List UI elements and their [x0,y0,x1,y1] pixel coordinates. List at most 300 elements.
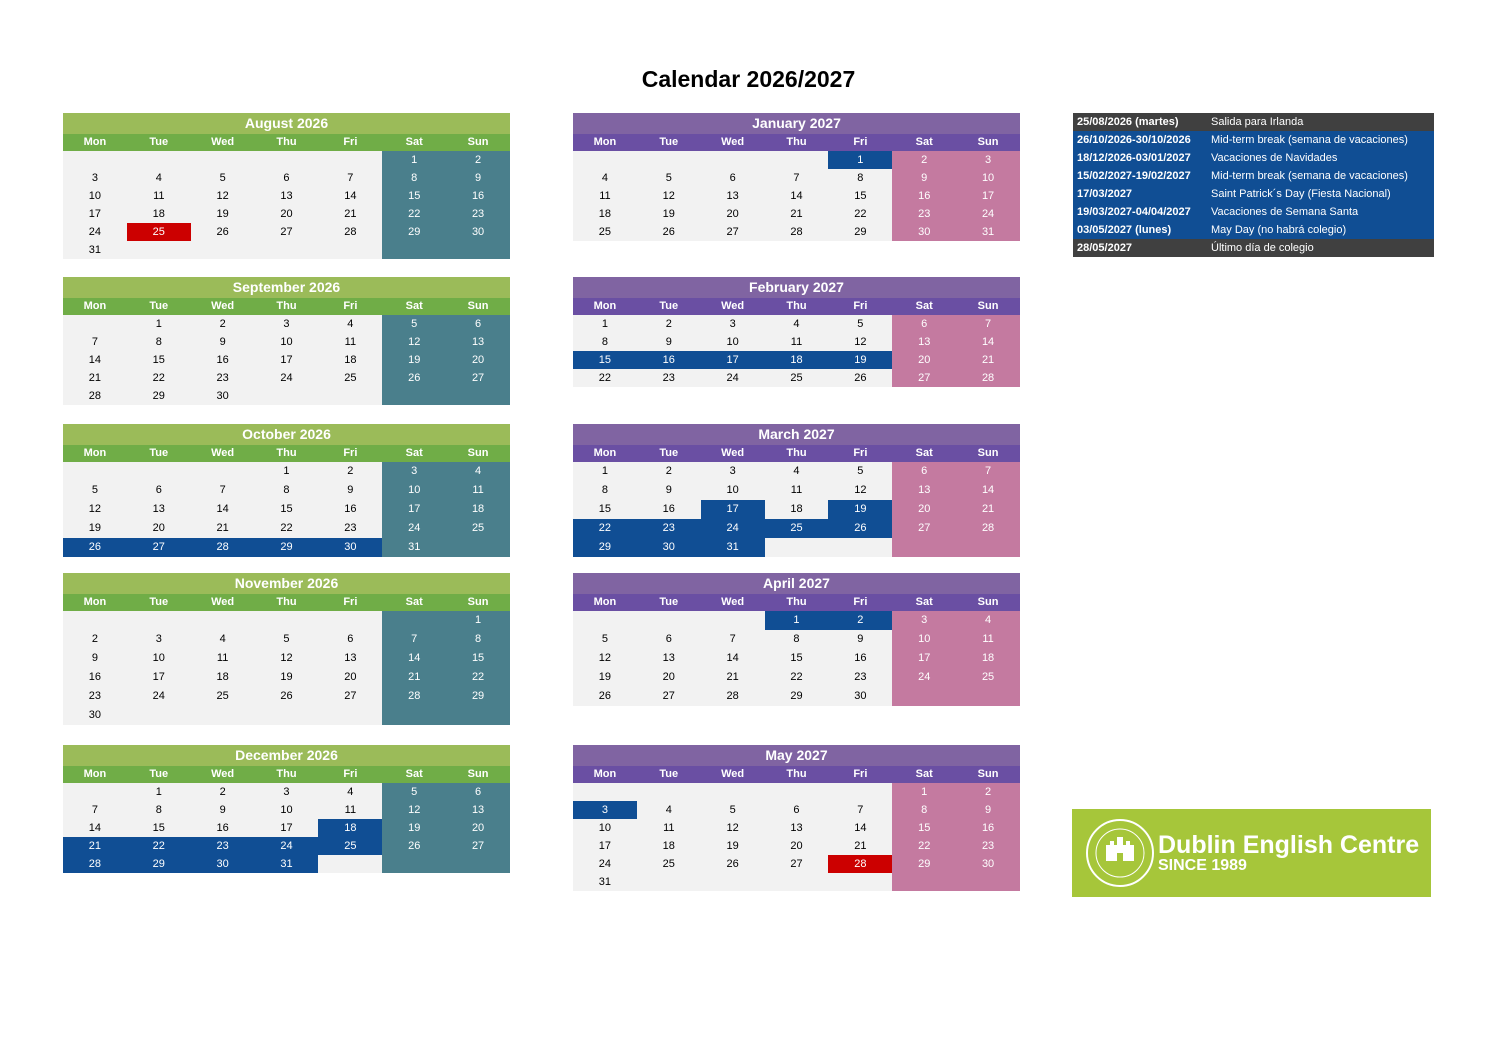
event-date: 28/05/2027 [1077,242,1133,254]
day-cell: 24 [892,668,956,687]
day-cell [127,462,191,481]
day-cell: 3 [701,462,765,481]
day-cell: 11 [637,819,701,837]
day-cell: 14 [191,500,255,519]
day-cell [637,611,701,630]
day-cell: 10 [63,187,127,205]
day-cell: 2 [446,151,510,169]
day-cell: 10 [956,169,1020,187]
day-cell: 3 [127,630,191,649]
day-cell: 13 [127,500,191,519]
event-date: 18/12/2026-03/01/2027 [1077,152,1191,164]
day-cell: 24 [701,519,765,538]
day-cell: 29 [892,855,956,873]
day-cell: 11 [127,187,191,205]
day-cell: 29 [127,855,191,873]
day-cell: 7 [63,333,127,351]
day-cell: 21 [318,205,382,223]
month-january-2027 [573,113,1020,241]
weekday-label: Wed [211,447,235,459]
day-cell: 8 [255,481,319,500]
weekday-label: Sun [467,136,489,148]
day-cell: 11 [573,187,637,205]
day-cell: 17 [701,351,765,369]
day-cell: 25 [573,223,637,241]
day-cell: 20 [127,519,191,538]
day-cell [828,873,892,891]
day-cell: 7 [191,481,255,500]
day-cell: 15 [127,351,191,369]
day-cell: 2 [956,783,1020,801]
weekday-label: Sat [405,447,423,459]
weekday-label: Mon [83,300,107,312]
day-cell [765,538,829,557]
day-cell [255,706,319,725]
day-cell: 25 [637,855,701,873]
day-cell: 31 [255,855,319,873]
month-august-2026 [63,113,510,259]
day-cell: 1 [892,783,956,801]
day-cell: 2 [191,315,255,333]
day-cell: 27 [318,687,382,706]
weekday-label: Wed [211,300,235,312]
weekday-label: Thu [786,596,807,608]
day-cell: 1 [255,462,319,481]
weekday-label: Mon [593,768,617,780]
weekday-label: Thu [786,300,807,312]
day-cell: 5 [828,462,892,481]
weekday-label: Fri [343,768,358,780]
weekday-label: Wed [211,596,235,608]
day-cell: 7 [765,169,829,187]
day-cell: 18 [637,837,701,855]
day-cell: 15 [573,500,637,519]
day-cell: 26 [63,538,127,557]
day-cell: 19 [63,519,127,538]
day-cell: 26 [828,519,892,538]
weekday-label: Tue [149,596,169,608]
weekday-label: Sun [977,300,999,312]
day-cell: 7 [701,630,765,649]
day-grid [573,783,1020,891]
day-cell: 21 [765,205,829,223]
day-cell: 18 [318,351,382,369]
day-cell: 15 [446,649,510,668]
event-row [1073,131,1434,149]
day-cell [63,315,127,333]
event-row [1073,113,1434,131]
day-cell [956,538,1020,557]
day-cell: 12 [382,801,446,819]
month-title: May 2027 [573,745,1020,766]
event-description: Vacaciones de Semana Santa [1211,206,1359,218]
event-row [1073,149,1434,167]
event-row [1073,221,1434,239]
day-cell: 28 [701,687,765,706]
weekday-label: Fri [853,596,868,608]
day-cell: 27 [255,223,319,241]
event-date: 15/02/2027-19/02/2027 [1077,170,1191,182]
day-cell [573,151,637,169]
day-cell: 16 [892,187,956,205]
day-cell: 1 [828,151,892,169]
day-cell: 18 [573,205,637,223]
day-cell [637,783,701,801]
day-cell: 10 [127,649,191,668]
day-cell: 5 [382,315,446,333]
day-cell [892,538,956,557]
day-cell: 31 [701,538,765,557]
day-cell: 23 [191,837,255,855]
weekday-label: Sat [915,300,933,312]
day-cell: 19 [828,500,892,519]
day-cell: 16 [828,649,892,668]
day-cell: 28 [63,387,127,405]
day-cell: 10 [701,481,765,500]
day-cell: 16 [191,819,255,837]
day-cell: 4 [318,315,382,333]
day-cell: 6 [637,630,701,649]
day-cell: 28 [828,855,892,873]
weekday-label: Sun [977,768,999,780]
day-cell [255,611,319,630]
day-cell: 23 [828,668,892,687]
weekday-label: Mon [83,596,107,608]
weekday-label: Thu [276,447,297,459]
day-cell: 4 [318,783,382,801]
day-cell [127,706,191,725]
day-cell: 1 [382,151,446,169]
day-cell [382,706,446,725]
weekday-label: Sat [405,136,423,148]
day-cell: 13 [446,801,510,819]
day-cell: 12 [255,649,319,668]
day-cell: 4 [127,169,191,187]
day-cell: 6 [446,783,510,801]
day-cell: 8 [446,630,510,649]
day-cell: 24 [573,855,637,873]
day-cell: 23 [637,369,701,387]
day-cell: 13 [637,649,701,668]
day-cell: 2 [637,315,701,333]
day-cell [446,241,510,259]
day-cell: 7 [382,630,446,649]
day-cell: 20 [765,837,829,855]
day-cell: 7 [956,315,1020,333]
day-cell: 16 [63,668,127,687]
day-cell: 4 [191,630,255,649]
weekday-label: Tue [659,596,679,608]
day-cell [446,387,510,405]
event-description: May Day (no habrá colegio) [1211,224,1347,236]
day-grid [573,151,1020,241]
day-cell: 25 [765,369,829,387]
day-grid [63,462,510,557]
day-cell: 9 [63,649,127,668]
weekday-label: Fri [343,596,358,608]
day-cell: 12 [637,187,701,205]
day-cell: 12 [191,187,255,205]
day-cell: 12 [828,333,892,351]
day-cell [191,611,255,630]
day-cell: 23 [63,687,127,706]
day-cell [63,783,127,801]
day-cell: 14 [701,649,765,668]
month-title: March 2027 [573,424,1020,445]
day-cell: 28 [318,223,382,241]
day-cell [382,855,446,873]
event-date: 03/05/2027 (lunes) [1077,224,1172,236]
day-cell: 13 [892,333,956,351]
weekday-label: Sun [467,596,489,608]
day-cell [573,783,637,801]
day-cell [828,783,892,801]
day-cell: 25 [765,519,829,538]
month-title: November 2026 [63,573,510,594]
day-cell: 11 [765,481,829,500]
day-cell: 18 [765,500,829,519]
event-row [1073,203,1434,221]
weekday-label: Sat [915,768,933,780]
weekday-label: Sat [405,768,423,780]
day-cell: 22 [446,668,510,687]
day-cell [382,241,446,259]
day-cell [255,151,319,169]
event-description: Vacaciones de Navidades [1211,152,1338,164]
day-cell: 30 [191,855,255,873]
day-cell: 9 [637,333,701,351]
day-cell: 6 [255,169,319,187]
day-cell: 29 [127,387,191,405]
day-cell: 2 [637,462,701,481]
event-description: Mid-term break (semana de vacaciones) [1211,134,1408,146]
event-description: Salida para Irlanda [1211,116,1304,128]
day-cell: 13 [318,649,382,668]
day-cell: 14 [765,187,829,205]
day-cell: 1 [127,315,191,333]
weekday-header [63,594,510,611]
day-cell: 16 [191,351,255,369]
day-cell: 1 [765,611,829,630]
day-cell [191,462,255,481]
weekday-label: Thu [786,136,807,148]
day-cell: 1 [127,783,191,801]
day-cell: 21 [382,668,446,687]
day-cell: 30 [956,855,1020,873]
day-cell: 21 [191,519,255,538]
day-cell [892,687,956,706]
day-cell: 13 [765,819,829,837]
day-cell: 15 [382,187,446,205]
day-cell: 8 [765,630,829,649]
day-cell: 22 [127,369,191,387]
day-cell: 1 [573,462,637,481]
day-cell: 14 [318,187,382,205]
day-cell: 17 [127,668,191,687]
day-cell: 19 [191,205,255,223]
day-cell: 29 [255,538,319,557]
event-row [1073,239,1434,257]
weekday-label: Sun [467,768,489,780]
day-cell: 17 [63,205,127,223]
weekday-label: Wed [721,136,745,148]
month-february-2027 [573,277,1020,387]
weekday-label: Sat [915,136,933,148]
day-cell: 11 [446,481,510,500]
weekday-label: Fri [343,136,358,148]
day-cell: 8 [573,333,637,351]
weekday-label: Mon [83,447,107,459]
day-cell: 11 [191,649,255,668]
day-cell: 3 [701,315,765,333]
day-cell: 11 [318,801,382,819]
day-cell: 13 [892,481,956,500]
day-cell: 3 [956,151,1020,169]
day-cell: 8 [382,169,446,187]
day-cell: 10 [382,481,446,500]
weekday-header [573,594,1020,611]
month-march-2027 [573,424,1020,557]
day-cell [255,387,319,405]
day-cell: 26 [382,837,446,855]
day-cell [191,241,255,259]
day-cell: 28 [382,687,446,706]
day-cell: 9 [828,630,892,649]
day-cell: 1 [573,315,637,333]
day-cell: 13 [701,187,765,205]
day-cell: 21 [63,837,127,855]
events-legend [1073,113,1434,257]
day-cell: 12 [573,649,637,668]
day-cell: 30 [446,223,510,241]
day-cell: 3 [63,169,127,187]
day-cell: 24 [382,519,446,538]
day-cell [446,538,510,557]
day-cell: 27 [446,369,510,387]
day-cell: 24 [255,369,319,387]
day-cell: 8 [892,801,956,819]
day-cell [446,855,510,873]
month-september-2026 [63,277,510,405]
day-cell: 29 [573,538,637,557]
day-cell: 2 [63,630,127,649]
day-cell: 21 [828,837,892,855]
day-cell: 5 [828,315,892,333]
day-cell: 9 [191,333,255,351]
weekday-label: Tue [659,300,679,312]
day-cell: 12 [63,500,127,519]
day-cell: 19 [382,819,446,837]
day-cell [382,611,446,630]
day-cell: 24 [63,223,127,241]
day-cell: 17 [892,649,956,668]
day-cell: 4 [956,611,1020,630]
day-cell: 18 [127,205,191,223]
day-cell [956,873,1020,891]
day-cell: 3 [892,611,956,630]
weekday-label: Thu [276,768,297,780]
weekday-label: Sat [915,596,933,608]
day-cell: 18 [446,500,510,519]
day-cell: 18 [318,819,382,837]
day-cell: 15 [573,351,637,369]
day-cell: 13 [446,333,510,351]
day-cell: 17 [255,351,319,369]
day-cell: 7 [63,801,127,819]
day-grid [63,151,510,259]
month-december-2026 [63,745,510,873]
day-cell: 29 [446,687,510,706]
weekday-label: Sat [405,596,423,608]
day-cell: 30 [191,387,255,405]
day-cell: 5 [637,169,701,187]
weekday-label: Tue [149,300,169,312]
day-cell [446,706,510,725]
day-cell: 4 [637,801,701,819]
weekday-label: Thu [276,300,297,312]
weekday-label: Sun [977,596,999,608]
day-cell [382,387,446,405]
event-description: Último día de colegio [1211,242,1314,254]
day-cell: 23 [892,205,956,223]
weekday-label: Thu [786,447,807,459]
day-cell: 16 [637,351,701,369]
day-cell: 14 [382,649,446,668]
weekday-label: Fri [343,300,358,312]
day-cell: 17 [701,500,765,519]
day-cell: 20 [637,668,701,687]
day-cell: 20 [892,351,956,369]
day-cell: 14 [63,351,127,369]
day-cell [63,462,127,481]
logo-since: SINCE 1989 [1158,857,1247,874]
event-row [1073,167,1434,185]
day-cell: 16 [318,500,382,519]
weekday-label: Fri [853,300,868,312]
weekday-label: Tue [149,768,169,780]
day-cell: 11 [318,333,382,351]
event-date: 19/03/2027-04/04/2027 [1077,206,1191,218]
event-date: 25/08/2026 (martes) [1077,116,1179,128]
weekday-header [573,298,1020,315]
day-cell: 11 [765,333,829,351]
day-cell: 25 [191,687,255,706]
month-title: April 2027 [573,573,1020,594]
month-title: December 2026 [63,745,510,766]
day-cell [701,873,765,891]
day-cell [318,855,382,873]
day-cell: 20 [446,351,510,369]
seal-icon [1084,817,1156,889]
weekday-header [63,445,510,462]
day-cell: 31 [382,538,446,557]
day-cell: 27 [892,369,956,387]
day-cell: 8 [828,169,892,187]
day-cell: 12 [701,819,765,837]
day-cell: 19 [382,351,446,369]
weekday-label: Sun [977,136,999,148]
day-cell: 27 [637,687,701,706]
day-cell [127,151,191,169]
day-cell [63,611,127,630]
day-cell: 14 [956,481,1020,500]
weekday-label: Fri [853,447,868,459]
day-cell: 30 [63,706,127,725]
day-grid [573,315,1020,387]
day-cell: 17 [255,819,319,837]
day-cell: 3 [255,315,319,333]
day-cell: 25 [318,837,382,855]
